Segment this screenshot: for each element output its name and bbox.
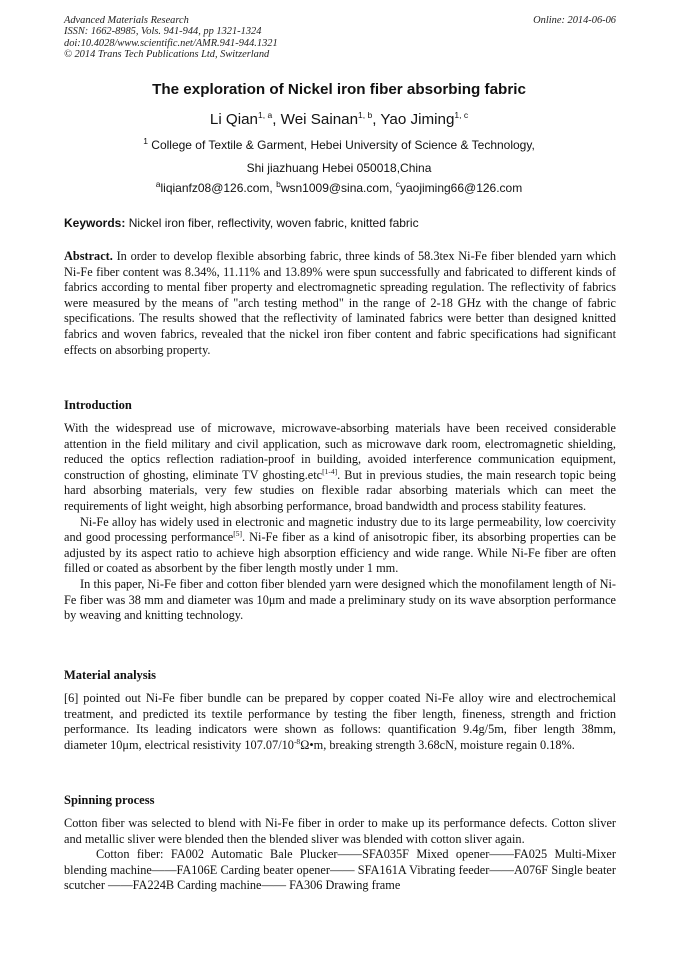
- author-name: Wei Sainan: [280, 111, 359, 128]
- paragraph: Ni-Fe alloy has widely used in electronic and magnetic industry due to its large permeability, low coercivity and good processing performance[5]. Ni-Fe fiber as a kind of anisotropic fiber, its absorbing properties can be adjusted by its aspect ratio to achieve high absorption efficiency and wide range. While Ni-Fe fiber are often filled or coated as absorbent by the fiber length mostly under 1 mm.: [64, 514, 617, 576]
- author-sup: 1, a: [258, 109, 273, 120]
- email-link: liqianfz08@126.com: [160, 181, 270, 195]
- paragraph: In this paper, Ni-Fe fiber and cotton fiber blended yarn were designed which the monofilament length of Ni-Fe fiber was 38 mm and diameter was 10μm and made a preliminary study on its wave absorption performance by weaving and knitting technology.: [64, 576, 616, 623]
- author-sup: 1, c: [454, 109, 469, 120]
- paragraph: Cotton fiber: FA002 Automatic Bale Plucker——SFA035F Mixed opener——FA025 Multi-Mixer blending machine——FA106E Carding beater opener—— SFA161A Vibrating feeder——A076F Single beater scutcher ——FA224B Carding machine—— FA306 Drawing frame: [64, 847, 616, 893]
- copyright-line: © 2014 Trans Tech Publications Ltd, Switzerland: [64, 49, 270, 61]
- online-date: Online: 2014-06-06: [533, 15, 616, 26]
- author-name: Li Qian: [209, 111, 258, 128]
- paragraph: Cotton fiber was selected to blend with Ni-Fe fiber in order to make up its performance defects. Cotton sliver and metallic sliver were blended then the blended sliver was blended with cotton sliver again.: [64, 816, 616, 846]
- keywords-label: Keywords:: [64, 216, 126, 230]
- spinning-body: [64, 816, 616, 894]
- journal-header: [64, 15, 278, 61]
- abstract-label: Abstract.: [64, 249, 113, 263]
- citation: [1-4]: [322, 466, 338, 476]
- issn-line: ISSN: 1662-8985, Vols. 941-944, pp 1321-1324: [64, 26, 262, 38]
- section-heading-spinning: Spinning process: [64, 793, 155, 807]
- keywords-text: Nickel iron fiber, reflectivity, woven fabric, knitted fabric: [125, 216, 419, 230]
- affiliation-line-2: Shi jiazhuang Hebei 050018,China: [246, 161, 432, 175]
- affiliation-line-1: $^1$ College of Textile & Garment, Hebei University of Science & Technology,: [143, 136, 535, 152]
- keywords: [64, 216, 616, 230]
- email-link: wsn1009@sina.com: [280, 181, 390, 195]
- email-link: yaojiming66@126.com: [399, 181, 523, 195]
- abstract: [64, 249, 616, 358]
- author-name: Yao Jiming: [380, 111, 455, 128]
- email-list: $^a$liqianfz08@126.com, $^b$wsn1009@sina.com, $^c$yaojiming66@126.com: [155, 179, 523, 195]
- material-body: [64, 691, 616, 753]
- introduction-body: [64, 421, 616, 624]
- citation: [5]: [233, 529, 243, 539]
- affiliation-sup: 1: [143, 136, 148, 146]
- journal-name: Advanced Materials Research: [64, 15, 189, 26]
- abstract-text: In order to develop flexible absorbing fabric, three kinds of 58.3tex Ni-Fe fiber blended yarn which Ni-Fe fiber content was 8.34%, 11.11% and 13.89% were spun successfully and fabricated to different kinds of fabrics according to mental fiber property and electromagnetic spreading regulation. The reflectivity of fabrics were measured by the means of "arch testing method" in the range of 2-18 GHz with the change of fabric specifications. The results showed that the reflectivity of laminated fabrics were better than designed knitted fabrics and woven fabrics, revealed that the nickel iron fiber content and fabric specifications had significant effects on absorbing property.: [64, 249, 616, 357]
- doi-line: doi:10.4028/www.scientific.net/AMR.941-944.1321: [64, 37, 278, 49]
- author-sup: 1, b: [358, 109, 373, 120]
- author-list: Li Qian$^{1, a}$, Wei Sainan$^{1, b}$, Yao Jiming$^{1, c}$: [209, 109, 469, 128]
- paper-title: The exploration of Nickel iron fiber absorbing fabric: [152, 81, 526, 98]
- paragraph: [6] pointed out Ni-Fe fiber bundle can be prepared by copper coated Ni-Fe alloy wire and electrochemical treatment, and predicted its textile performance by testing the fiber length, fineness, strength and friction performance. Its leading indicators were shown as follows: quantification 9.4g/5m, fiber length 38mm, diameter 10μm, electrical resistivity 107.07/10$^{-8}$Ω•m, breaking strength 3.68cN, moisture regain 0.18%.: [64, 691, 616, 752]
- section-heading-introduction: Introduction: [64, 398, 132, 412]
- section-heading-material: Material analysis: [64, 668, 157, 682]
- paragraph: With the widespread use of microwave, microwave-absorbing materials have been received considerable attention in the field military and civil application, such as microwave dark room, electromagnetic shielding, reduced the optics reflection radiation-proof in building, avoided interference communication equipment, construction of ghosting, eliminate TV ghosting.etc[1-4]. But in previous studies, the main research topic being hard absorbing materials, very few studies on flexible radar absorbing materials which can meet the requirements of light weight, high absorbing performance, broad bandwidth and process stability features.: [64, 421, 616, 513]
